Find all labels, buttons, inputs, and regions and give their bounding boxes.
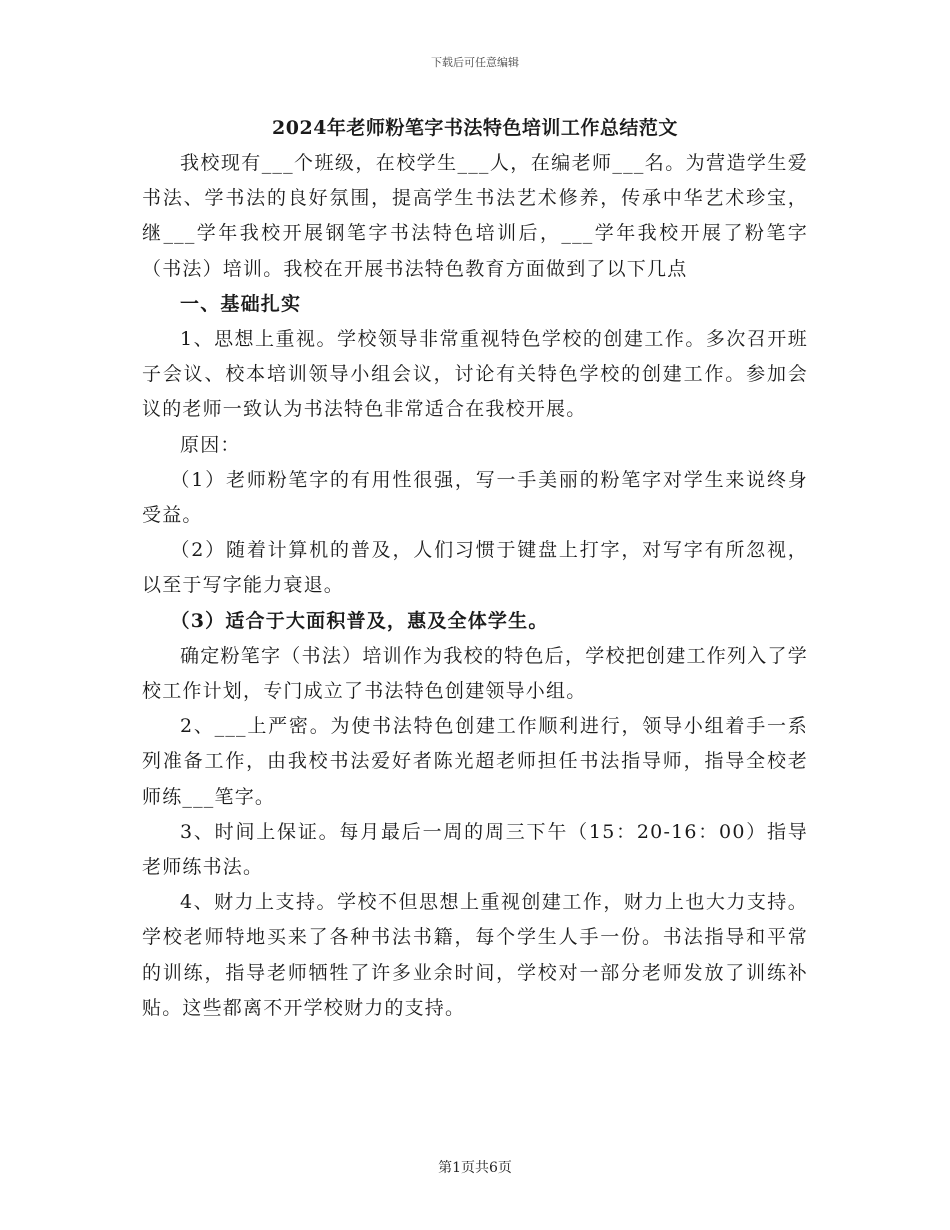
paragraph-finance: 4、财力上支持。学校不但思想上重视创建工作，财力上也大力支持。学校老师特地买来了各种书法书籍，每个学生人手一份。书法指导和平常的训练，指导老师牺牲了许多业余时间，学校对一部分老师发放了训练补贴。这些都离不开学校财力的支持。	[142, 891, 808, 1019]
document-body	[142, 146, 808, 1026]
paragraph-ideology: 1、思想上重视。学校领导非常重视特色学校的创建工作。多次召开班子会议、校本培训领导小组会议，讨论有关特色学校的创建工作。参加会议的老师一致认为书法特色非常适合在我校开展。	[142, 328, 808, 421]
section-heading-foundation: 一、基础扎实	[180, 292, 302, 315]
page-header-note: 下载后可任意编辑	[431, 56, 519, 69]
intro-paragraph: 我校现有___个班级，在校学生___人，在编老师___名。为营造学生爱书法、学书法的良好氛围，提高学生书法艺术修养，传承中华艺术珍宝，继___学年我校开展钢笔字书法特色培训后，___学年我校开展了粉笔字（书法）培训。我校在开展书法特色教育方面做到了以下几点	[142, 152, 808, 280]
reason-item-2: （2）随着计算机的普及，人们习惯于键盘上打字，对写字有所忽视，以至于写字能力衰退。	[142, 539, 808, 597]
page-number: 第1页共6页	[438, 1160, 512, 1176]
reason-item-1: （1）老师粉笔字的有用性很强，写一手美丽的粉笔字对学生来说终身受益。	[142, 468, 808, 527]
document-title: 2024年老师粉笔字书法特色培训工作总结范文	[272, 117, 678, 139]
paragraph-organization: 2、___上严密。为使书法特色创建工作顺利进行，领导小组着手一系列准备工作，由我校书法爱好者陈光超老师担任书法指导师，指导全校老师练___笔字。	[142, 715, 808, 808]
paragraph-reasons-label: 原因：	[180, 433, 241, 456]
paragraph-plan: 确定粉笔字（书法）培训作为我校的特色后，学校把创建工作列入了学校工作计划，专门成立了书法特色创建领导小组。	[142, 644, 808, 703]
reason-item-3: （3）适合于大面积普及，惠及全体学生。	[170, 609, 549, 632]
paragraph-time: 3、时间上保证。每月最后一周的周三下午（15：20-16：00）指导老师练书法。	[142, 820, 808, 879]
